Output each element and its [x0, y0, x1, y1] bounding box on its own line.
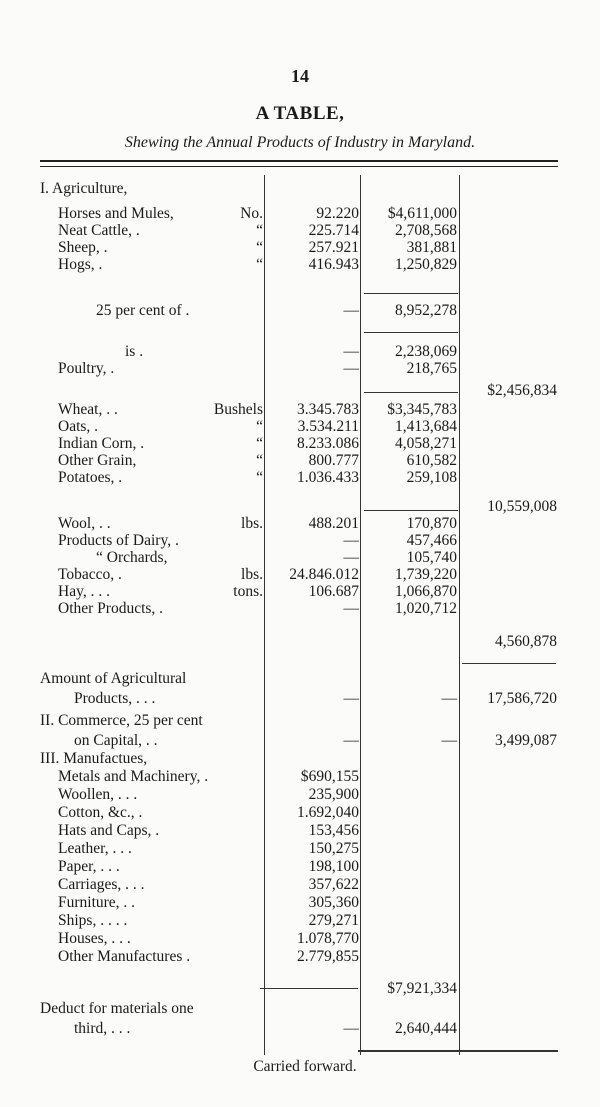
- sum-rule: [364, 332, 458, 333]
- table-row: [0, 452, 600, 470]
- quantity-cell: —: [343, 690, 359, 707]
- quantity-cell: 800.777: [308, 452, 359, 469]
- table-row: [0, 980, 600, 998]
- quantity-cell: 1.692,040: [297, 804, 359, 821]
- table-row: [0, 690, 600, 708]
- quantity-cell: 1.036.433: [297, 469, 359, 486]
- row-unit: lbs.: [241, 566, 263, 583]
- table-row: [0, 566, 600, 584]
- row-unit: No.: [240, 205, 263, 222]
- table-title: A TABLE,: [255, 103, 345, 124]
- value-cell: 8,952,278: [395, 302, 457, 319]
- row-label: Products, . . .: [74, 690, 156, 707]
- row-unit: lbs.: [241, 515, 263, 532]
- table-subtitle: Shewing the Annual Products of Industry in Maryland.: [124, 134, 476, 151]
- row-label: Paper, . . .: [58, 858, 120, 875]
- quantity-cell: 279,271: [308, 912, 359, 929]
- quantity-cell: 2.779,855: [297, 948, 359, 965]
- row-label: Horses and Mules,: [58, 205, 174, 222]
- value-cell: 218,765: [406, 360, 457, 377]
- row-label: Hats and Caps, .: [58, 822, 160, 839]
- quantity-cell: 106.687: [308, 583, 359, 600]
- row-label: Cotton, &c., .: [58, 804, 143, 821]
- table-row: [0, 948, 600, 966]
- table-row: [0, 600, 600, 618]
- table-row: [0, 549, 600, 567]
- row-unit: “: [256, 256, 263, 273]
- row-label: Woollen, . . .: [58, 786, 138, 803]
- value-cell: $4,611,000: [387, 205, 457, 222]
- quantity-cell: 416.943: [308, 256, 359, 273]
- row-label: Ships, . . . .: [58, 912, 128, 929]
- quantity-cell: 1.078,770: [297, 930, 359, 947]
- sum-rule: [358, 1050, 558, 1052]
- table-row: [0, 343, 600, 361]
- row-unit: “: [256, 435, 263, 452]
- quantity-cell: 24.846.012: [289, 566, 359, 583]
- quantity-cell: 153,456: [308, 822, 359, 839]
- total-cell: 10,559,008: [487, 498, 557, 515]
- quantity-cell: 305,360: [308, 894, 359, 911]
- value-cell: 1,413,684: [395, 418, 457, 435]
- value-cell: 259,108: [406, 469, 457, 486]
- value-cell: 105,740: [406, 549, 457, 566]
- row-label: II. Commerce, 25 per cent: [40, 712, 203, 729]
- table-row: [0, 239, 600, 257]
- row-label: Leather, . . .: [58, 840, 132, 857]
- value-cell: 2,708,568: [395, 222, 457, 239]
- table-row: [0, 256, 600, 274]
- row-label: third, . . .: [74, 1020, 131, 1037]
- quantity-cell: 488.201: [308, 515, 359, 532]
- table-row: [0, 894, 600, 912]
- row-label: “ Orchards,: [96, 549, 168, 566]
- row-unit: Bushels: [213, 401, 263, 418]
- row-label: I. Agriculture,: [40, 180, 128, 197]
- row-label: Furniture, . .: [58, 894, 136, 911]
- value-cell: 2,238,069: [395, 343, 457, 360]
- table-row: [0, 515, 600, 533]
- row-unit: “: [256, 469, 263, 486]
- row-unit: tons.: [233, 583, 263, 600]
- quantity-cell: 8.233.086: [297, 435, 359, 452]
- row-unit: “: [256, 418, 263, 435]
- value-cell: 457,466: [406, 532, 457, 549]
- quantity-cell: —: [343, 532, 359, 549]
- table-row: [0, 498, 600, 516]
- table-row: [0, 532, 600, 550]
- row-label: Tobacco, .: [58, 566, 122, 583]
- table-row: [0, 930, 600, 948]
- value-cell: —: [441, 690, 457, 707]
- table-row: [0, 469, 600, 487]
- table-row: [0, 858, 600, 876]
- table-row: [0, 840, 600, 858]
- quantity-cell: —: [343, 343, 359, 360]
- table-row: [0, 180, 600, 198]
- table-row: [0, 382, 600, 400]
- sum-rule: [364, 293, 458, 294]
- table-row: [0, 401, 600, 419]
- double-rule-bottom: [40, 166, 558, 167]
- quantity-cell: —: [343, 302, 359, 319]
- table-row: [0, 768, 600, 786]
- quantity-cell: 257.921: [308, 239, 359, 256]
- sum-rule: [462, 663, 556, 664]
- value-cell: 1,066,870: [395, 583, 457, 600]
- carried-forward-note: Carried forward.: [253, 1058, 357, 1075]
- quantity-cell: 225.714: [308, 222, 359, 239]
- row-label: Wool, . .: [58, 515, 111, 532]
- table-row: [0, 583, 600, 601]
- quantity-cell: —: [343, 549, 359, 566]
- table-row: [0, 786, 600, 804]
- table-row: [0, 1020, 600, 1038]
- row-label: Products of Dairy, .: [58, 532, 179, 549]
- total-cell: $2,456,834: [487, 382, 557, 399]
- double-rule-top: [40, 160, 558, 162]
- value-cell: 381,881: [406, 239, 457, 256]
- row-label: Metals and Machinery, .: [58, 768, 209, 785]
- row-label: Other Products, .: [58, 600, 164, 617]
- row-label: Carriages, . . .: [58, 876, 145, 893]
- quantity-cell: 3.345.783: [297, 401, 359, 418]
- row-label: Hogs, .: [58, 256, 103, 273]
- quantity-cell: 235,900: [308, 786, 359, 803]
- row-label: Deduct for materials one: [40, 1000, 194, 1017]
- row-label: Other Manufactures .: [58, 948, 191, 965]
- value-cell: 1,739,220: [395, 566, 457, 583]
- quantity-cell: —: [343, 360, 359, 377]
- row-label: Potatoes, .: [58, 469, 123, 486]
- value-cell: $7,921,334: [387, 980, 457, 997]
- row-label: is .: [125, 343, 144, 360]
- table-row: [0, 750, 600, 768]
- total-cell: 3,499,087: [495, 732, 557, 749]
- total-cell: 4,560,878: [495, 633, 557, 650]
- table-row: [0, 876, 600, 894]
- value-cell: 2,640,444: [395, 1020, 457, 1037]
- row-label: on Capital, . .: [74, 732, 158, 749]
- table-row: [0, 712, 600, 730]
- table-row: [0, 633, 600, 651]
- row-label: Houses, . . .: [58, 930, 131, 947]
- table-row: [0, 822, 600, 840]
- quantity-cell: 357,622: [308, 876, 359, 893]
- row-unit: “: [256, 239, 263, 256]
- row-label: Wheat, . .: [58, 401, 118, 418]
- quantity-cell: $690,155: [300, 768, 359, 785]
- row-label: III. Manufactues,: [40, 750, 148, 767]
- quantity-cell: 92.220: [316, 205, 359, 222]
- table-row: [0, 732, 600, 750]
- row-unit: “: [256, 452, 263, 469]
- table-row: [0, 205, 600, 223]
- table-row: [0, 912, 600, 930]
- table-row: [0, 418, 600, 436]
- table-row: [0, 670, 600, 688]
- quantity-cell: —: [343, 732, 359, 749]
- row-label: Amount of Agricultural: [40, 670, 187, 687]
- row-unit: “: [256, 222, 263, 239]
- table-row: [0, 435, 600, 453]
- table-row: [0, 222, 600, 240]
- quantity-cell: —: [343, 600, 359, 617]
- value-cell: 1,020,712: [395, 600, 457, 617]
- quantity-cell: 3.534.211: [297, 418, 359, 435]
- table-row: [0, 1000, 600, 1018]
- table-row: [0, 302, 600, 320]
- row-label: Sheep, .: [58, 239, 108, 256]
- value-cell: 170,870: [406, 515, 457, 532]
- row-label: Poultry, .: [58, 360, 115, 377]
- row-label: Hay, . . .: [58, 583, 110, 600]
- quantity-cell: 150,275: [308, 840, 359, 857]
- table-row: [0, 804, 600, 822]
- row-label: Other Grain,: [58, 452, 137, 469]
- value-cell: —: [441, 732, 457, 749]
- value-cell: 1,250,829: [395, 256, 457, 273]
- row-label: Indian Corn, .: [58, 435, 145, 452]
- table-row: [0, 360, 600, 378]
- value-cell: 610,582: [406, 452, 457, 469]
- value-cell: 4,058,271: [395, 435, 457, 452]
- row-label: 25 per cent of .: [96, 302, 190, 319]
- row-label: Neat Cattle, .: [58, 222, 140, 239]
- total-cell: 17,586,720: [487, 690, 557, 707]
- row-label: Oats, .: [58, 418, 99, 435]
- value-cell: $3,345,783: [387, 401, 457, 418]
- quantity-cell: 198,100: [308, 858, 359, 875]
- quantity-cell: —: [343, 1020, 359, 1037]
- page-number: 14: [291, 66, 309, 86]
